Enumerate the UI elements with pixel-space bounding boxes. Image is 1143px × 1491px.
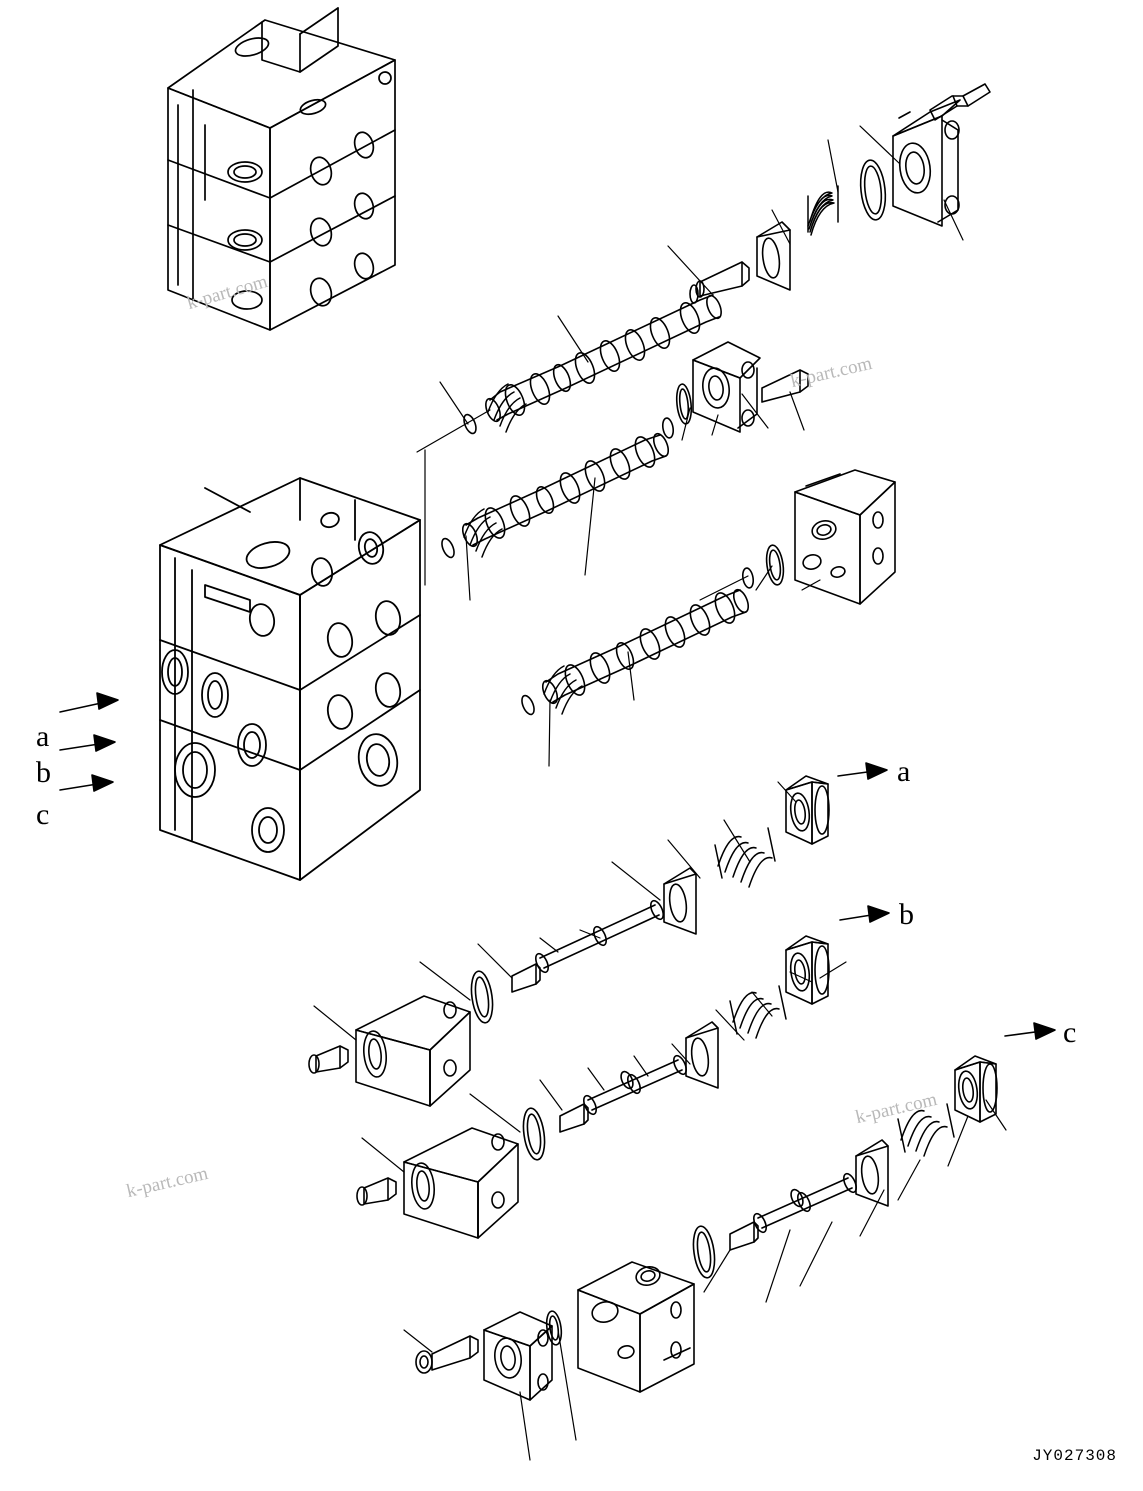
side-block-upper bbox=[795, 470, 895, 604]
leader-lines bbox=[314, 126, 1006, 1460]
watermark: k-part.com bbox=[124, 1162, 211, 1203]
callout-c-right: c bbox=[1063, 1016, 1077, 1049]
callout-a-right: a bbox=[897, 755, 911, 788]
valve-body-upper bbox=[168, 8, 395, 330]
pilot-assembly-a bbox=[309, 776, 829, 1106]
spool-1 bbox=[462, 294, 724, 436]
callout-arrows-left bbox=[60, 693, 118, 791]
watermark: k-part.com bbox=[853, 1088, 940, 1129]
watermark: k-part.com bbox=[788, 352, 875, 393]
pilot-assembly-b bbox=[357, 936, 829, 1238]
callout-a-left: a bbox=[36, 720, 50, 753]
drawing-number: JY027308 bbox=[1032, 1447, 1117, 1465]
spool-3 bbox=[519, 544, 785, 716]
callout-b-left: b bbox=[36, 756, 51, 789]
spool-2-cover bbox=[675, 342, 808, 432]
valve-body-main bbox=[160, 478, 420, 880]
callout-arrows-right bbox=[838, 763, 1055, 1039]
callout-b-right: b bbox=[899, 898, 914, 931]
spool-2 bbox=[439, 417, 674, 559]
watermark: k-part.com bbox=[184, 271, 270, 315]
spool-cover-assembly-top bbox=[690, 84, 990, 303]
callout-c-left: c bbox=[36, 798, 50, 831]
